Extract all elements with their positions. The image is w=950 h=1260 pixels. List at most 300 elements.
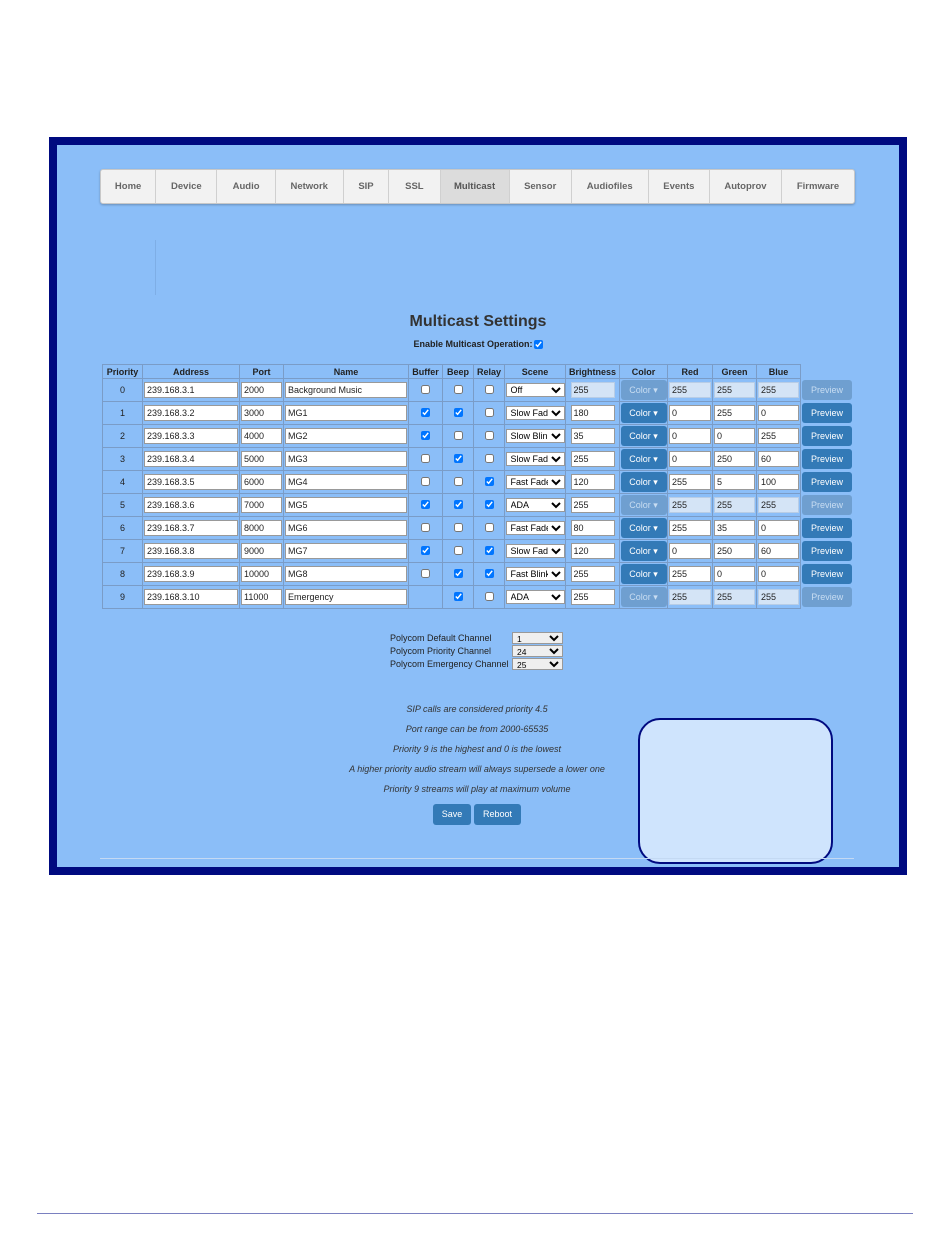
- preview-button[interactable]: Preview: [802, 403, 852, 423]
- buffer-checkbox[interactable]: [421, 523, 430, 532]
- brightness-input[interactable]: [571, 497, 615, 513]
- polycom-row: [390, 658, 563, 671]
- header-preview: [801, 365, 854, 379]
- address-cell: [143, 586, 240, 609]
- note-max-volume: Priority 9 streams will play at maximum volume: [383, 784, 571, 794]
- tab-firmware[interactable]: Firmware: [796, 181, 840, 192]
- tab-device[interactable]: Device: [156, 170, 217, 203]
- color-dropdown-button[interactable]: [621, 472, 667, 492]
- preview-button[interactable]: Preview: [802, 380, 852, 400]
- relay-cell: [474, 379, 505, 402]
- relay-checkbox[interactable]: [485, 523, 494, 532]
- scene-cell: [505, 425, 566, 448]
- blue-cell: [757, 563, 801, 586]
- scene-cell: [505, 379, 566, 402]
- beep-cell: [443, 494, 474, 517]
- blue-input[interactable]: [758, 451, 799, 467]
- scene-select[interactable]: [506, 475, 565, 489]
- brightness-cell: [566, 402, 620, 425]
- port-cell: [240, 540, 284, 563]
- caret-down-icon: ▾: [650, 408, 658, 418]
- preview-cell: [801, 425, 854, 448]
- color-label: Color: [629, 592, 651, 602]
- preview-cell: [801, 448, 854, 471]
- buffer-cell: [409, 540, 443, 563]
- scene-select[interactable]: [506, 406, 565, 420]
- port-cell: [240, 448, 284, 471]
- relay-checkbox[interactable]: [485, 500, 494, 509]
- port-cell: [240, 563, 284, 586]
- preview-button[interactable]: Preview: [802, 518, 852, 538]
- brightness-input[interactable]: [571, 428, 615, 444]
- green-input[interactable]: [714, 451, 755, 467]
- color-label: Color: [629, 385, 651, 395]
- green-input[interactable]: [714, 405, 755, 421]
- port-cell: [240, 586, 284, 609]
- beep-checkbox[interactable]: [454, 592, 463, 601]
- buffer-cell: [409, 425, 443, 448]
- address-input[interactable]: [144, 451, 238, 467]
- relay-checkbox[interactable]: [485, 477, 494, 486]
- scene-select[interactable]: [506, 429, 565, 443]
- port-input[interactable]: [241, 566, 282, 582]
- red-input[interactable]: [669, 451, 711, 467]
- address-input[interactable]: [144, 566, 238, 582]
- port-input[interactable]: [241, 589, 282, 605]
- table-row: [103, 379, 854, 402]
- scene-cell: [505, 586, 566, 609]
- color-label: Color: [629, 454, 651, 464]
- priority-cell: 5: [103, 494, 143, 517]
- priority-cell: 0: [103, 379, 143, 402]
- preview-cell: [801, 402, 854, 425]
- green-cell: [713, 517, 757, 540]
- color-cell: [620, 517, 668, 540]
- color-dropdown-button[interactable]: [621, 587, 667, 607]
- buffer-checkbox[interactable]: [421, 431, 430, 440]
- green-cell: [713, 586, 757, 609]
- enable-multicast-checkbox[interactable]: [534, 340, 543, 349]
- preview-button[interactable]: Preview: [802, 495, 852, 515]
- name-input[interactable]: [285, 497, 407, 513]
- brightness-input[interactable]: [571, 543, 615, 559]
- preview-button[interactable]: Preview: [802, 472, 852, 492]
- page-title: Multicast Settings: [409, 313, 547, 330]
- green-input[interactable]: [714, 428, 755, 444]
- preview-cell: [801, 563, 854, 586]
- green-input[interactable]: [714, 474, 755, 490]
- note-priority-order: Priority 9 is the highest and 0 is the lowest: [392, 744, 562, 754]
- blue-input[interactable]: [758, 405, 799, 421]
- green-input[interactable]: [714, 566, 755, 582]
- preview-cell: [801, 494, 854, 517]
- green-input[interactable]: [714, 589, 755, 605]
- brightness-input[interactable]: [571, 405, 615, 421]
- port-input[interactable]: [241, 520, 282, 536]
- name-input[interactable]: [285, 520, 407, 536]
- brightness-cell: [566, 540, 620, 563]
- buffer-cell: [409, 448, 443, 471]
- green-cell: [713, 471, 757, 494]
- buffer-checkbox[interactable]: [421, 546, 430, 555]
- beep-checkbox[interactable]: [454, 385, 463, 394]
- scene-cell: [505, 402, 566, 425]
- brightness-input[interactable]: [571, 520, 615, 536]
- header-name: Name: [284, 365, 409, 379]
- reboot-button[interactable]: Reboot: [474, 804, 521, 825]
- blue-input[interactable]: [758, 382, 799, 398]
- address-input[interactable]: [144, 543, 238, 559]
- beep-cell: [443, 563, 474, 586]
- tab-audiofiles[interactable]: Audiofiles: [572, 170, 649, 203]
- polycom-channel-select[interactable]: [512, 632, 563, 644]
- priority-cell: 3: [103, 448, 143, 471]
- blue-input[interactable]: [758, 566, 799, 582]
- red-input[interactable]: [669, 520, 711, 536]
- caret-down-icon: ▾: [650, 546, 658, 556]
- port-input[interactable]: [241, 497, 282, 513]
- buffer-checkbox[interactable]: [421, 477, 430, 486]
- beep-cell: [443, 425, 474, 448]
- color-label: Color: [629, 431, 651, 441]
- address-cell: [143, 379, 240, 402]
- port-input[interactable]: [241, 382, 282, 398]
- polycom-label: Polycom Emergency Channel: [390, 659, 509, 669]
- green-input[interactable]: [714, 497, 755, 513]
- priority-cell: 1: [103, 402, 143, 425]
- tab-sip[interactable]: SIP: [344, 170, 389, 203]
- header-color: Color: [620, 365, 668, 379]
- preview-cell: [801, 379, 854, 402]
- brightness-cell: [566, 425, 620, 448]
- priority-cell: 2: [103, 425, 143, 448]
- header-buffer: Buffer: [409, 365, 443, 379]
- brightness-input[interactable]: [571, 474, 615, 490]
- header-brightness: Brightness: [566, 365, 620, 379]
- priority-cell: 8: [103, 563, 143, 586]
- preview-button[interactable]: Preview: [802, 449, 852, 469]
- red-cell: [668, 563, 713, 586]
- scene-select[interactable]: [506, 498, 565, 512]
- preview-button[interactable]: Preview: [802, 541, 852, 561]
- header-port: Port: [240, 365, 284, 379]
- relay-checkbox[interactable]: [485, 546, 494, 555]
- name-cell: [284, 563, 409, 586]
- blue-input[interactable]: [758, 497, 799, 513]
- relay-checkbox[interactable]: [485, 385, 494, 394]
- name-cell: [284, 494, 409, 517]
- address-cell: [143, 448, 240, 471]
- blue-cell: [757, 448, 801, 471]
- green-cell: [713, 379, 757, 402]
- color-cell: [620, 379, 668, 402]
- buffer-cell: [409, 494, 443, 517]
- brightness-input[interactable]: [571, 451, 615, 467]
- relay-checkbox[interactable]: [485, 408, 494, 417]
- name-cell: [284, 402, 409, 425]
- note-supersede: A higher priority audio stream will always supersede a lower one: [349, 764, 605, 774]
- header-relay: Relay: [474, 365, 505, 379]
- priority-cell: 7: [103, 540, 143, 563]
- color-cell: [620, 563, 668, 586]
- color-dropdown-button[interactable]: [621, 380, 667, 400]
- red-input[interactable]: [669, 382, 711, 398]
- preview-cell: [801, 517, 854, 540]
- tab-home[interactable]: Home: [101, 170, 156, 203]
- scene-cell: [505, 448, 566, 471]
- address-input[interactable]: [144, 428, 238, 444]
- scene-select[interactable]: [506, 521, 565, 535]
- port-cell: [240, 425, 284, 448]
- red-cell: [668, 540, 713, 563]
- name-input[interactable]: [285, 382, 407, 398]
- color-cell: [620, 494, 668, 517]
- tab-network[interactable]: Network: [276, 170, 344, 203]
- red-cell: [668, 517, 713, 540]
- green-cell: [713, 448, 757, 471]
- address-input[interactable]: [144, 474, 238, 490]
- name-cell: [284, 471, 409, 494]
- relay-checkbox[interactable]: [485, 592, 494, 601]
- scene-select[interactable]: [506, 383, 565, 397]
- buffer-cell: [409, 563, 443, 586]
- green-input[interactable]: [714, 520, 755, 536]
- beep-checkbox[interactable]: [454, 546, 463, 555]
- blue-cell: [757, 402, 801, 425]
- table-row: [103, 563, 854, 586]
- name-input[interactable]: [285, 543, 407, 559]
- tab-events[interactable]: Events: [649, 170, 710, 203]
- callout-box: [638, 718, 833, 864]
- address-input[interactable]: [144, 497, 238, 513]
- address-input[interactable]: [144, 520, 238, 536]
- color-label: Color: [629, 477, 651, 487]
- name-cell: [284, 540, 409, 563]
- brightness-input[interactable]: [571, 566, 615, 582]
- blue-cell: [757, 494, 801, 517]
- scene-select[interactable]: [506, 567, 565, 581]
- port-cell: [240, 517, 284, 540]
- preview-button[interactable]: Preview: [802, 587, 852, 607]
- buffer-checkbox[interactable]: [421, 500, 430, 509]
- polycom-channel-select[interactable]: [512, 645, 563, 657]
- buffer-cell: [409, 471, 443, 494]
- table-row: [103, 586, 854, 609]
- buffer-checkbox[interactable]: [421, 569, 430, 578]
- red-cell: [668, 586, 713, 609]
- color-label: Color: [629, 408, 651, 418]
- blue-input[interactable]: [758, 543, 799, 559]
- name-input[interactable]: [285, 451, 407, 467]
- name-input[interactable]: [285, 428, 407, 444]
- beep-checkbox[interactable]: [454, 454, 463, 463]
- beep-checkbox[interactable]: [454, 500, 463, 509]
- blue-input[interactable]: [758, 474, 799, 490]
- address-cell: [143, 540, 240, 563]
- relay-cell: [474, 540, 505, 563]
- port-cell: [240, 402, 284, 425]
- red-input[interactable]: [669, 543, 711, 559]
- brightness-cell: [566, 448, 620, 471]
- address-input[interactable]: [144, 589, 238, 605]
- green-cell: [713, 563, 757, 586]
- polycom-channel-select[interactable]: [512, 658, 563, 670]
- beep-cell: [443, 379, 474, 402]
- beep-checkbox[interactable]: [454, 408, 463, 417]
- buffer-cell: [409, 379, 443, 402]
- tab-ssl[interactable]: SSL: [389, 170, 440, 203]
- page-footer-line: [37, 1213, 913, 1214]
- address-cell: [143, 425, 240, 448]
- polycom-row: [390, 632, 563, 645]
- caret-down-icon: ▾: [650, 592, 658, 602]
- tab-sensor[interactable]: Sensor: [510, 170, 572, 203]
- color-cell: [620, 425, 668, 448]
- green-cell: [713, 494, 757, 517]
- brightness-cell: [566, 494, 620, 517]
- preview-cell: [801, 540, 854, 563]
- port-input[interactable]: [241, 428, 282, 444]
- content-area: [57, 145, 899, 867]
- red-input[interactable]: [669, 405, 711, 421]
- color-label: Color: [629, 500, 651, 510]
- caret-down-icon: ▾: [650, 454, 658, 464]
- port-input[interactable]: [241, 543, 282, 559]
- table-row: [103, 448, 854, 471]
- beep-checkbox[interactable]: [454, 523, 463, 532]
- green-input[interactable]: [714, 382, 755, 398]
- tab-audio[interactable]: Audio: [217, 170, 275, 203]
- red-input[interactable]: [669, 589, 711, 605]
- name-input[interactable]: [285, 566, 407, 582]
- buffer-checkbox[interactable]: [421, 454, 430, 463]
- name-cell: [284, 448, 409, 471]
- buffer-checkbox[interactable]: [421, 408, 430, 417]
- brightness-input[interactable]: [571, 382, 615, 398]
- buffer-cell: [409, 517, 443, 540]
- scene-cell: [505, 494, 566, 517]
- name-input[interactable]: [285, 474, 407, 490]
- red-cell: [668, 379, 713, 402]
- save-button[interactable]: Save: [433, 804, 471, 825]
- blue-input[interactable]: [758, 589, 799, 605]
- scene-select[interactable]: [506, 452, 565, 466]
- color-dropdown-button[interactable]: [621, 403, 667, 423]
- priority-cell: 9: [103, 586, 143, 609]
- color-dropdown-button[interactable]: [621, 541, 667, 561]
- tab-multicast[interactable]: Multicast: [441, 170, 510, 203]
- name-cell: [284, 517, 409, 540]
- brightness-cell: [566, 586, 620, 609]
- red-cell: [668, 471, 713, 494]
- page-frame: [49, 137, 907, 875]
- green-input[interactable]: [714, 543, 755, 559]
- polycom-label: Polycom Priority Channel: [390, 646, 492, 656]
- beep-checkbox[interactable]: [454, 477, 463, 486]
- brightness-cell: [566, 471, 620, 494]
- divider: [155, 240, 156, 295]
- table-row: [103, 540, 854, 563]
- caret-down-icon: ▾: [650, 500, 658, 510]
- header-red: Red: [668, 365, 713, 379]
- scene-select[interactable]: [506, 544, 565, 558]
- scene-cell: [505, 471, 566, 494]
- relay-cell: [474, 563, 505, 586]
- address-cell: [143, 471, 240, 494]
- preview-button[interactable]: Preview: [802, 426, 852, 446]
- brightness-cell: [566, 517, 620, 540]
- tab-autoprov[interactable]: Autoprov: [710, 170, 782, 203]
- enable-multicast-label: Enable Multicast Operation:: [413, 339, 533, 349]
- table-row: [103, 425, 854, 448]
- relay-checkbox[interactable]: [485, 454, 494, 463]
- blue-input[interactable]: [758, 520, 799, 536]
- port-input[interactable]: [241, 474, 282, 490]
- address-input[interactable]: [144, 405, 238, 421]
- port-input[interactable]: [241, 451, 282, 467]
- preview-cell: [801, 471, 854, 494]
- red-input[interactable]: [669, 474, 711, 490]
- color-cell: [620, 448, 668, 471]
- color-dropdown-button[interactable]: [621, 518, 667, 538]
- buffer-checkbox[interactable]: [421, 385, 430, 394]
- green-cell: [713, 402, 757, 425]
- header-beep: Beep: [443, 365, 474, 379]
- scene-select[interactable]: [506, 590, 565, 604]
- caret-down-icon: ▾: [650, 569, 658, 579]
- red-input[interactable]: [669, 566, 711, 582]
- name-input[interactable]: [285, 589, 407, 605]
- relay-cell: [474, 425, 505, 448]
- red-input[interactable]: [669, 497, 711, 513]
- green-cell: [713, 425, 757, 448]
- port-input[interactable]: [241, 405, 282, 421]
- beep-cell: [443, 471, 474, 494]
- color-dropdown-button[interactable]: [621, 495, 667, 515]
- red-cell: [668, 425, 713, 448]
- relay-checkbox[interactable]: [485, 431, 494, 440]
- blue-cell: [757, 379, 801, 402]
- table-row: [103, 471, 854, 494]
- preview-button[interactable]: Preview: [802, 564, 852, 584]
- priority-cell: 6: [103, 517, 143, 540]
- relay-checkbox[interactable]: [485, 569, 494, 578]
- polycom-row: [390, 645, 563, 658]
- blue-cell: [757, 517, 801, 540]
- blue-cell: [757, 586, 801, 609]
- beep-checkbox[interactable]: [454, 569, 463, 578]
- header-green: Green: [713, 365, 757, 379]
- color-label: Color: [629, 569, 651, 579]
- relay-cell: [474, 402, 505, 425]
- blue-input[interactable]: [758, 428, 799, 444]
- red-input[interactable]: [669, 428, 711, 444]
- relay-cell: [474, 586, 505, 609]
- name-input[interactable]: [285, 405, 407, 421]
- color-dropdown-button[interactable]: [621, 449, 667, 469]
- nav-bar: [100, 169, 855, 204]
- table-header-row: [103, 365, 854, 379]
- green-cell: [713, 540, 757, 563]
- color-dropdown-button[interactable]: [621, 426, 667, 446]
- brightness-input[interactable]: [571, 589, 615, 605]
- preview-cell: [801, 586, 854, 609]
- address-input[interactable]: [144, 382, 238, 398]
- beep-checkbox[interactable]: [454, 431, 463, 440]
- red-cell: [668, 494, 713, 517]
- color-dropdown-button[interactable]: [621, 564, 667, 584]
- polycom-settings: [390, 632, 563, 671]
